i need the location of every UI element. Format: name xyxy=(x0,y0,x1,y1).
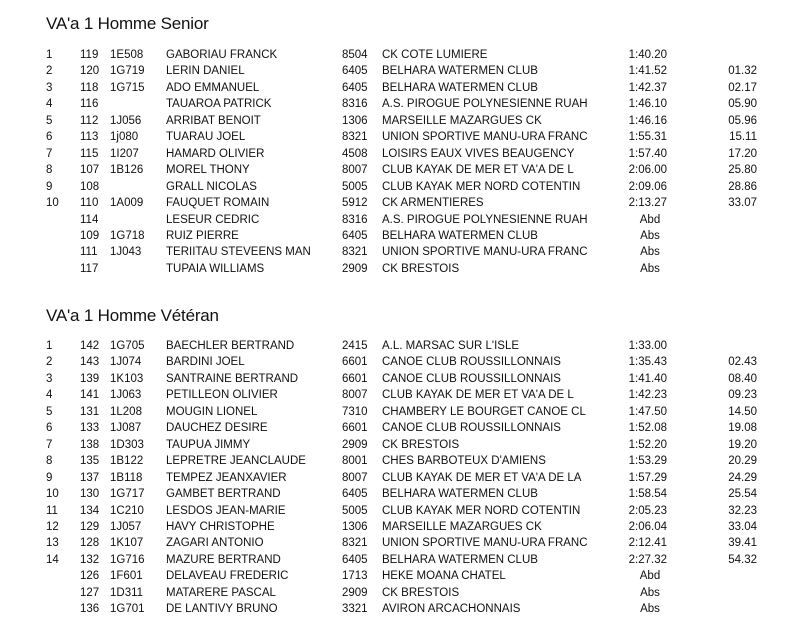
finish-time: Abs xyxy=(640,603,660,616)
time-gap: 33.07 xyxy=(728,197,757,210)
club-code: 4508 xyxy=(342,147,368,160)
result-row xyxy=(0,179,800,195)
finish-time: 1:42.23 xyxy=(628,389,667,402)
time-gap: 05.90 xyxy=(728,98,757,111)
bib-number: 129 xyxy=(80,520,100,533)
time-gap: 39.41 xyxy=(728,537,757,550)
bib-number: 139 xyxy=(80,372,100,385)
license-number: 1L208 xyxy=(110,405,142,418)
bib-number: 137 xyxy=(80,471,100,484)
bib-number: 113 xyxy=(80,131,99,144)
time-gap: 14.50 xyxy=(728,405,757,418)
license-number: 1G719 xyxy=(110,65,145,78)
club-name: A.L. MARSAC SUR L'ISLE xyxy=(382,340,520,352)
club-code: 1713 xyxy=(342,570,368,583)
result-row xyxy=(0,244,800,260)
club-code: 8504 xyxy=(342,49,368,61)
bib-number: 112 xyxy=(80,114,99,127)
finish-time: 2:09.06 xyxy=(628,180,667,193)
rank: 11 xyxy=(46,504,58,517)
club-name: CLUB KAYAK MER NORD COTENTIN xyxy=(382,504,581,517)
result-row xyxy=(0,63,800,79)
club-name: CK COTE LUMIERE xyxy=(382,49,488,61)
club-code: 8007 xyxy=(342,164,368,177)
time-gap: 32.23 xyxy=(728,504,757,517)
bib-number: 138 xyxy=(80,438,100,451)
license-number: 1I207 xyxy=(110,147,139,160)
athlete-name: GABORIAU FRANCK xyxy=(166,49,278,61)
club-code: 6601 xyxy=(342,372,368,385)
finish-time: 1:58.54 xyxy=(628,488,667,501)
athlete-name: HAVY CHRISTOPHE xyxy=(166,520,275,533)
club-code: 6601 xyxy=(342,422,368,435)
club-code: 8007 xyxy=(342,471,368,484)
license-number: 1J087 xyxy=(110,422,142,435)
club-name: BELHARA WATERMEN CLUB xyxy=(382,553,538,566)
finish-time: 1:57.40 xyxy=(628,147,667,160)
club-name: CK BRESTOIS xyxy=(382,438,460,451)
rank: 5 xyxy=(46,114,53,127)
club-name: BELHARA WATERMEN CLUB xyxy=(382,488,538,501)
club-code: 2909 xyxy=(342,438,368,451)
license-number: 1G717 xyxy=(110,488,145,501)
club-name: AVIRON ARCACHONNAIS xyxy=(382,603,521,616)
bib-number: 119 xyxy=(80,49,99,61)
club-code: 8316 xyxy=(342,213,368,226)
time-gap: 19.20 xyxy=(728,438,757,451)
finish-time: 1:41.52 xyxy=(628,65,667,78)
time-gap: 17.20 xyxy=(728,147,757,160)
result-row xyxy=(0,96,800,112)
license-number: 1K103 xyxy=(110,372,144,385)
result-row xyxy=(0,470,800,486)
rank: 6 xyxy=(46,422,53,435)
club-code: 6405 xyxy=(342,553,368,566)
result-row xyxy=(0,195,800,211)
finish-time: 1:40.20 xyxy=(628,49,667,61)
license-number: 1J063 xyxy=(110,389,142,402)
finish-time: 2:06.00 xyxy=(628,164,667,177)
athlete-name: MATARERE PASCAL xyxy=(166,586,276,599)
license-number: 1C210 xyxy=(110,504,144,517)
club-name: CLUB KAYAK MER NORD COTENTIN xyxy=(382,180,581,193)
athlete-name: BAECHLER BERTRAND xyxy=(166,340,295,352)
club-name: A.S. PIROGUE POLYNESIENNE RUAH xyxy=(382,98,588,111)
bib-number: 111 xyxy=(80,246,98,259)
result-row xyxy=(0,519,800,535)
result-row xyxy=(0,162,800,178)
club-name: UNION SPORTIVE MANU-URA FRANC xyxy=(382,537,588,550)
result-row xyxy=(0,486,800,502)
club-name: UNION SPORTIVE MANU-URA FRANC xyxy=(382,246,588,259)
rank: 10 xyxy=(46,197,59,210)
time-gap: 54.32 xyxy=(728,553,757,566)
club-code: 8321 xyxy=(342,246,368,259)
athlete-name: MOREL THONY xyxy=(166,164,250,177)
rank: 7 xyxy=(46,147,53,160)
club-code: 5005 xyxy=(342,180,368,193)
athlete-name: TUPAIA WILLIAMS xyxy=(166,262,265,275)
bib-number: 110 xyxy=(80,197,99,210)
athlete-name: BARDINI JOEL xyxy=(166,356,245,369)
rank: 3 xyxy=(46,372,53,385)
club-code: 6601 xyxy=(342,356,368,369)
bib-number: 141 xyxy=(80,389,100,402)
bib-number: 117 xyxy=(80,262,99,275)
rank: 5 xyxy=(46,405,53,418)
rank: 4 xyxy=(46,389,53,402)
club-code: 6405 xyxy=(342,81,368,94)
license-number: 1J074 xyxy=(110,356,142,369)
club-name: UNION SPORTIVE MANU-URA FRANC xyxy=(382,131,588,144)
athlete-name: LESDOS JEAN-MARIE xyxy=(166,504,286,517)
athlete-name: GAMBET BERTRAND xyxy=(166,488,281,501)
bib-number: 131 xyxy=(80,405,100,418)
rank: 6 xyxy=(46,131,53,144)
license-number: 1K107 xyxy=(110,537,144,550)
license-number: 1A009 xyxy=(110,197,144,210)
club-name: CANOE CLUB ROUSSILLONNAIS xyxy=(382,422,561,435)
club-name: CK BRESTOIS xyxy=(382,586,460,599)
license-number: 1B118 xyxy=(110,471,143,484)
club-name: CK ARMENTIERES xyxy=(382,197,484,210)
club-code: 8316 xyxy=(342,98,368,111)
bib-number: 143 xyxy=(80,356,100,369)
time-gap: 01.32 xyxy=(728,65,757,78)
bib-number: 135 xyxy=(80,455,100,468)
finish-time: 1:57.29 xyxy=(628,471,667,484)
club-name: CHES BARBOTEUX D'AMIENS xyxy=(382,455,546,468)
club-code: 8321 xyxy=(342,131,368,144)
bib-number: 127 xyxy=(80,586,100,599)
club-code: 8007 xyxy=(342,389,368,402)
license-number: 1j080 xyxy=(110,131,139,144)
bib-number: 116 xyxy=(80,98,99,111)
finish-time: 1:55.31 xyxy=(628,131,667,144)
club-name: CLUB KAYAK DE MER ET VA'A DE L xyxy=(382,389,574,402)
result-row xyxy=(0,568,800,584)
club-name: LOISIRS EAUX VIVES BEAUGENCY xyxy=(382,147,575,160)
time-gap: 20.29 xyxy=(728,455,757,468)
result-row xyxy=(0,146,800,162)
finish-time: 1:33.00 xyxy=(628,340,667,352)
result-row xyxy=(0,585,800,601)
rank: 2 xyxy=(46,356,53,369)
result-row xyxy=(0,113,800,129)
club-name: HEKE MOANA CHATEL xyxy=(382,570,506,583)
rank: 2 xyxy=(46,65,53,78)
club-code: 2909 xyxy=(342,262,368,275)
time-gap: 24.29 xyxy=(728,471,757,484)
club-name: BELHARA WATERMEN CLUB xyxy=(382,229,538,242)
bib-number: 133 xyxy=(80,422,100,435)
rank: 8 xyxy=(46,455,53,468)
result-row xyxy=(0,129,800,145)
rank: 9 xyxy=(46,180,53,193)
club-name: CHAMBERY LE BOURGET CANOE CL xyxy=(382,405,586,418)
athlete-name: ZAGARI ANTONIO xyxy=(166,537,264,550)
time-gap: 09.23 xyxy=(728,389,757,402)
result-row xyxy=(0,212,800,228)
license-number: 1G716 xyxy=(110,553,145,566)
finish-time: 1:52.08 xyxy=(628,422,667,435)
rank: 7 xyxy=(46,438,53,451)
athlete-name: SANTRAINE BERTRAND xyxy=(166,372,299,385)
athlete-name: TAUAROA PATRICK xyxy=(166,98,272,111)
club-code: 3321 xyxy=(342,603,368,616)
result-row xyxy=(0,404,800,420)
license-number: 1G705 xyxy=(110,340,145,352)
license-number: 1G715 xyxy=(110,81,145,94)
club-code: 2415 xyxy=(342,340,368,352)
bib-number: 136 xyxy=(80,603,100,616)
finish-time: 1:42.37 xyxy=(628,81,667,94)
time-gap: 02.43 xyxy=(728,356,757,369)
bib-number: 120 xyxy=(80,65,100,78)
license-number: 1G701 xyxy=(110,603,145,616)
license-number: 1J056 xyxy=(110,114,142,127)
club-name: MARSEILLE MAZARGUES CK xyxy=(382,520,542,533)
result-row xyxy=(0,420,800,436)
time-gap: 08.40 xyxy=(728,372,757,385)
bib-number: 132 xyxy=(80,553,100,566)
finish-time: 2:05.23 xyxy=(628,504,667,517)
time-gap: 15.11 xyxy=(729,131,757,144)
section-title: VA'a 1 Homme Senior xyxy=(46,14,209,33)
club-code: 6405 xyxy=(342,488,368,501)
athlete-name: FAUQUET ROMAIN xyxy=(166,197,270,210)
rank: 3 xyxy=(46,81,53,94)
bib-number: 108 xyxy=(80,180,100,193)
rank: 4 xyxy=(46,98,53,111)
athlete-name: PETILLEON OLIVIER xyxy=(166,389,278,402)
result-row xyxy=(0,261,800,277)
license-number: 1G718 xyxy=(110,229,145,242)
club-code: 6405 xyxy=(342,229,368,242)
finish-time: 1:47.50 xyxy=(628,405,667,418)
result-row xyxy=(0,354,800,370)
athlete-name: TEMPEZ JEANXAVIER xyxy=(166,471,287,484)
bib-number: 114 xyxy=(80,213,99,226)
result-row xyxy=(0,453,800,469)
club-name: BELHARA WATERMEN CLUB xyxy=(382,81,538,94)
result-row xyxy=(0,503,800,519)
bib-number: 107 xyxy=(80,164,100,177)
club-code: 7310 xyxy=(342,405,368,418)
athlete-name: GRALL NICOLAS xyxy=(166,180,257,193)
rank: 8 xyxy=(46,164,53,177)
finish-time: 1:41.40 xyxy=(628,372,667,385)
section-title: VA'a 1 Homme Vétéran xyxy=(46,306,219,325)
result-row xyxy=(0,535,800,551)
club-code: 1306 xyxy=(342,520,368,533)
license-number: 1B126 xyxy=(110,164,144,177)
finish-time: 2:06.04 xyxy=(628,520,667,533)
club-code: 1306 xyxy=(342,114,368,127)
bib-number: 126 xyxy=(80,570,100,583)
time-gap: 25.80 xyxy=(728,164,757,177)
result-row xyxy=(0,437,800,453)
time-gap: 25.54 xyxy=(728,488,757,501)
license-number: 1J043 xyxy=(110,246,142,259)
result-row xyxy=(0,80,800,96)
bib-number: 109 xyxy=(80,229,100,242)
result-row xyxy=(0,338,800,354)
athlete-name: DE LANTIVY BRUNO xyxy=(166,603,278,616)
club-name: BELHARA WATERMEN CLUB xyxy=(382,65,538,78)
finish-time: 2:27.32 xyxy=(628,553,667,566)
athlete-name: ARRIBAT BENOIT xyxy=(166,114,261,127)
license-number: 1F601 xyxy=(110,570,143,583)
time-gap: 33.04 xyxy=(728,520,757,533)
athlete-name: DELAVEAU FREDERIC xyxy=(166,570,289,583)
time-gap: 28.86 xyxy=(728,180,757,193)
license-number: 1D311 xyxy=(110,586,144,599)
athlete-name: LEPRETRE JEANCLAUDE xyxy=(166,455,306,468)
result-row xyxy=(0,228,800,244)
finish-time: 1:52.20 xyxy=(628,438,667,451)
club-name: CANOE CLUB ROUSSILLONNAIS xyxy=(382,372,561,385)
rank: 1 xyxy=(46,340,53,352)
athlete-name: TERIITAU STEVEENS MAN xyxy=(166,246,311,259)
result-row xyxy=(0,552,800,568)
finish-time: 2:12.41 xyxy=(628,537,667,550)
athlete-name: ADO EMMANUEL xyxy=(166,81,260,94)
finish-time: Abs xyxy=(640,246,660,259)
athlete-name: LESEUR CEDRIC xyxy=(166,213,260,226)
finish-time: Abd xyxy=(639,213,661,226)
license-number: 1E508 xyxy=(110,49,144,61)
club-name: CLUB KAYAK DE MER ET VA'A DE L xyxy=(382,164,574,177)
club-code: 5005 xyxy=(342,504,368,517)
bib-number: 130 xyxy=(80,488,100,501)
rank: 14 xyxy=(46,553,59,566)
athlete-name: TUARAU JOEL xyxy=(166,131,246,144)
bib-number: 128 xyxy=(80,537,100,550)
finish-time: Abs xyxy=(640,586,660,599)
rank: 13 xyxy=(46,537,59,550)
finish-time: 1:46.16 xyxy=(628,114,667,127)
rank: 12 xyxy=(46,520,59,533)
athlete-name: TAUPUA JIMMY xyxy=(166,438,251,451)
rank: 9 xyxy=(46,471,53,484)
athlete-name: RUIZ PIERRE xyxy=(166,229,239,242)
time-gap: 05.96 xyxy=(728,114,757,127)
finish-time: 2:13.27 xyxy=(628,197,667,210)
club-name: CANOE CLUB ROUSSILLONNAIS xyxy=(382,356,561,369)
athlete-name: MAZURE BERTRAND xyxy=(166,553,281,566)
time-gap: 19.08 xyxy=(728,422,757,435)
athlete-name: HAMARD OLIVIER xyxy=(166,147,265,160)
athlete-name: DAUCHEZ DESIRE xyxy=(166,422,268,435)
rank: 1 xyxy=(46,49,53,61)
license-number: 1D303 xyxy=(110,438,144,451)
club-code: 8001 xyxy=(342,455,368,468)
finish-time: 1:46.10 xyxy=(628,98,667,111)
athlete-name: MOUGIN LIONEL xyxy=(166,405,258,418)
rank: 10 xyxy=(46,488,59,501)
finish-time: Abs xyxy=(640,262,660,275)
club-code: 6405 xyxy=(342,65,368,78)
bib-number: 118 xyxy=(80,81,99,94)
bib-number: 134 xyxy=(80,504,100,517)
license-number: 1J057 xyxy=(110,520,142,533)
result-row xyxy=(0,371,800,387)
time-gap: 02.17 xyxy=(728,81,757,94)
finish-time: 1:35.43 xyxy=(628,356,667,369)
bib-number: 142 xyxy=(80,340,100,352)
club-code: 5912 xyxy=(342,197,368,210)
finish-time: Abs xyxy=(640,229,660,242)
athlete-name: LERIN DANIEL xyxy=(166,65,245,78)
club-name: MARSEILLE MAZARGUES CK xyxy=(382,114,542,127)
finish-time: Abd xyxy=(639,570,661,583)
club-name: CK BRESTOIS xyxy=(382,262,460,275)
finish-time: 1:53.29 xyxy=(628,455,667,468)
result-row xyxy=(0,601,800,617)
club-name: A.S. PIROGUE POLYNESIENNE RUAH xyxy=(382,213,588,226)
result-row xyxy=(0,387,800,403)
result-row xyxy=(0,47,800,63)
club-name: CLUB KAYAK DE MER ET VA'A DE LA xyxy=(382,471,582,484)
club-code: 2909 xyxy=(342,586,368,599)
club-code: 8321 xyxy=(342,537,368,550)
license-number: 1B122 xyxy=(110,455,144,468)
bib-number: 115 xyxy=(80,147,99,160)
